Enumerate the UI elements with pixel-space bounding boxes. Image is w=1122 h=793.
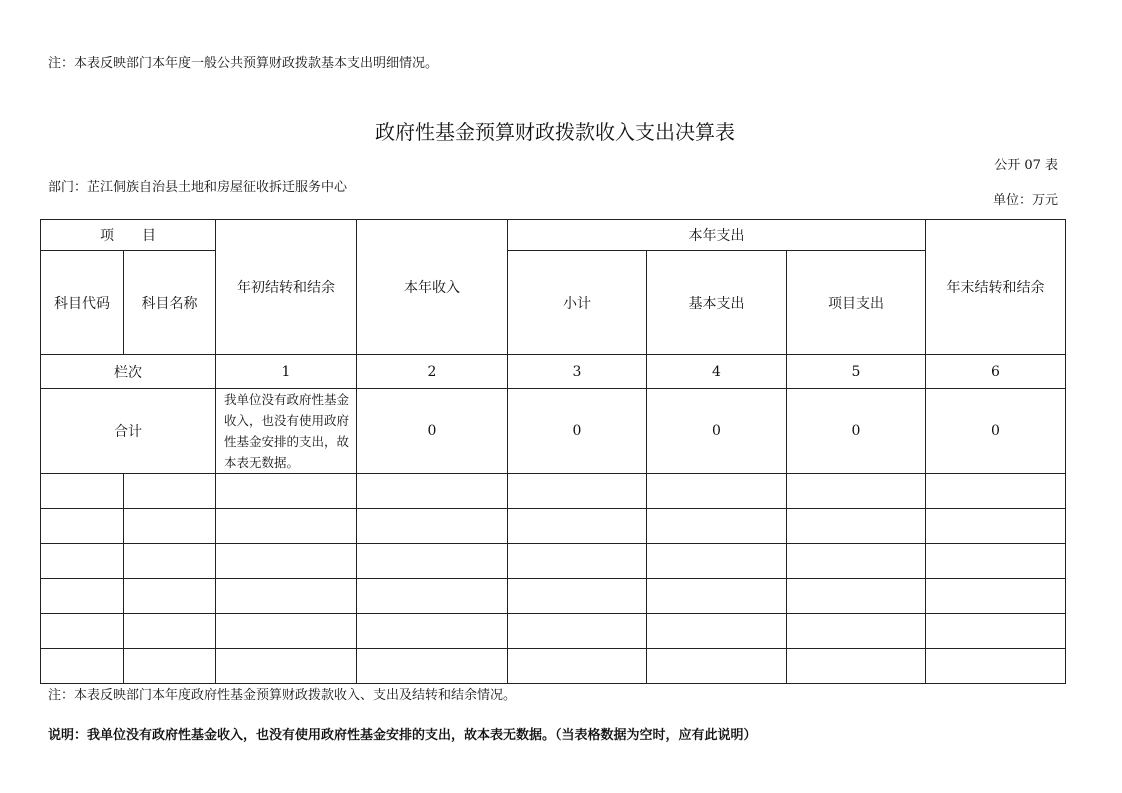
total-label: 合计 (41, 389, 216, 474)
empty-cell (787, 579, 926, 614)
empty-cell (926, 649, 1066, 684)
empty-cell (216, 649, 357, 684)
empty-cell (41, 509, 124, 544)
empty-cell (216, 614, 357, 649)
empty-cell (787, 614, 926, 649)
empty-cell (216, 509, 357, 544)
empty-cell (508, 579, 647, 614)
empty-cell (124, 614, 216, 649)
empty-cell (508, 614, 647, 649)
department-label: 部门：芷江侗族自治县土地和房屋征收拆迁服务中心 (48, 180, 348, 195)
header-subject-code: 科目代码 (41, 251, 124, 355)
empty-cell (357, 614, 508, 649)
column-number: 3 (508, 355, 647, 389)
empty-cell (787, 544, 926, 579)
unit-label: 单位：万元 (992, 193, 1058, 208)
column-number: 2 (357, 355, 508, 389)
empty-cell (787, 474, 926, 509)
header-subject-name: 科目名称 (124, 251, 216, 355)
empty-cell (216, 544, 357, 579)
empty-cell (508, 474, 647, 509)
empty-cell (41, 544, 124, 579)
empty-cell (647, 474, 787, 509)
empty-cell (357, 649, 508, 684)
header-basic-exp: 基本支出 (647, 251, 787, 355)
header-income: 本年收入 (357, 220, 508, 355)
column-number: 6 (926, 355, 1066, 389)
table-row (41, 614, 1066, 649)
budget-table (40, 219, 1066, 684)
empty-cell (124, 509, 216, 544)
empty-cell (357, 474, 508, 509)
table-number: 公开 07 表 (994, 158, 1058, 173)
header-subtotal: 小计 (508, 251, 647, 355)
column-number-row (41, 355, 1066, 389)
table-row (41, 579, 1066, 614)
total-row (41, 389, 1066, 474)
empty-cell (41, 649, 124, 684)
empty-cell (357, 579, 508, 614)
column-number: 4 (647, 355, 787, 389)
empty-cell (216, 474, 357, 509)
empty-cell (41, 579, 124, 614)
empty-cell (41, 614, 124, 649)
total-closing: 0 (926, 389, 1066, 474)
empty-cell (647, 649, 787, 684)
empty-cell (508, 649, 647, 684)
header-project-exp: 项目支出 (787, 251, 926, 355)
header-closing-balance: 年末结转和结余 (926, 220, 1066, 355)
empty-cell (926, 579, 1066, 614)
header-expenditure: 本年支出 (508, 220, 926, 251)
empty-cell (124, 474, 216, 509)
table-row (41, 509, 1066, 544)
empty-cell (357, 509, 508, 544)
empty-cell (926, 544, 1066, 579)
header-item: 项 目 (41, 220, 216, 251)
total-subtotal: 0 (508, 389, 647, 474)
empty-cell (926, 509, 1066, 544)
empty-cell (357, 544, 508, 579)
total-income: 0 (357, 389, 508, 474)
empty-cell (124, 579, 216, 614)
column-number: 5 (787, 355, 926, 389)
empty-cell (508, 509, 647, 544)
empty-cell (647, 544, 787, 579)
empty-cell (508, 544, 647, 579)
empty-cell (647, 509, 787, 544)
top-note: 注：本表反映部门本年度一般公共预算财政拨款基本支出明细情况。 (48, 56, 439, 71)
total-basic: 0 (647, 389, 787, 474)
empty-cell (647, 614, 787, 649)
no-data-note: 我单位没有政府性基金收入，也没有使用政府性基金安排的支出，故本表无数据。 (216, 389, 357, 474)
empty-cell (124, 649, 216, 684)
explanation-note: 说明：我单位没有政府性基金收入，也没有使用政府性基金安排的支出，故本表无数据。（当表格数据为空时，应有此说明） (48, 728, 757, 743)
empty-cell (926, 474, 1066, 509)
column-number-label: 栏次 (41, 355, 216, 389)
empty-cell (926, 614, 1066, 649)
empty-cell (216, 579, 357, 614)
total-project: 0 (787, 389, 926, 474)
empty-cell (787, 509, 926, 544)
page-title: 政府性基金预算财政拨款收入支出决算表 (375, 120, 735, 144)
empty-cell (41, 474, 124, 509)
column-number: 1 (216, 355, 357, 389)
table-row (41, 649, 1066, 684)
header-opening-balance: 年初结转和结余 (216, 220, 357, 355)
empty-cell (787, 649, 926, 684)
table-row (41, 474, 1066, 509)
table-row (41, 544, 1066, 579)
empty-cell (124, 544, 216, 579)
empty-cell (647, 579, 787, 614)
bottom-note: 注：本表反映部门本年度政府性基金预算财政拨款收入、支出及结转和结余情况。 (48, 688, 517, 703)
